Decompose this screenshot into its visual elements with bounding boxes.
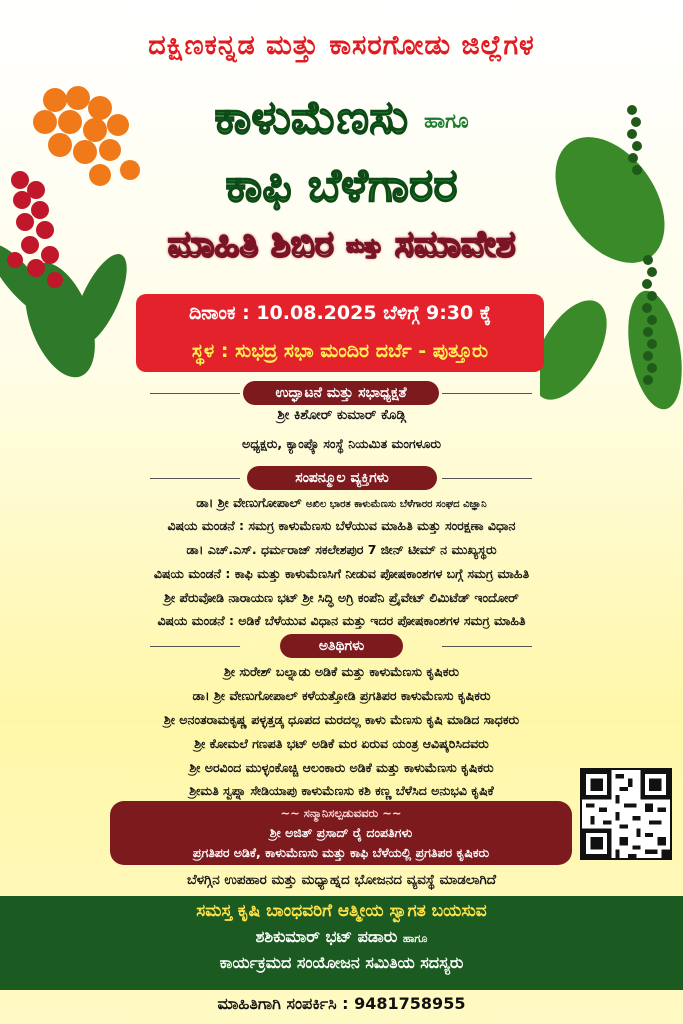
resource-line-1-name: ಡಾ। ಶ್ರೀ ವೇಣುಗೋಪಾಲ್: [196, 495, 302, 510]
event-title-b: ಸಮಾವೇಶ: [394, 224, 516, 265]
main-title-pepper: [0, 90, 683, 146]
guest-line-6: ಶ್ರೀಮತಿ ಸ್ವಪ್ನಾ ಸೇಡಿಯಾಪು ಕಾಳುಮೆಣಸು ಕಶಿ ಕಣ್ಣ ಬೆಳೆಸಿದ ಅನುಭವಿ ಕೃಷಿಕೆ: [189, 783, 494, 798]
divider: [150, 393, 240, 394]
guest-line-2: ಡಾ। ಶ್ರೀ ವೇಣುಗೋಪಾಲ್ ಕಳೆಯತ್ತೋಡಿ ಪ್ರಗತಿಪರ ಕಾಳುಮೆಣಸು ಕೃಷಿಕರು: [192, 688, 491, 703]
inaugurator-name: ಶ್ರೀ ಕಿಶೋರ್ ಕುಮಾರ್ ಕೊಡ್ಗಿ: [277, 407, 406, 423]
welcome-line-3: ಕಾರ್ಯಕ್ರಮದ ಸಂಯೋಜನ ಸಮಿತಿಯ ಸದಸ್ಯರು: [219, 953, 464, 972]
main-title-pepper-text: ಕಾಳುಮೆಣಸು: [214, 90, 409, 144]
guest-line-5: ಶ್ರೀ ಅರವಿಂದ ಮುಳ್ಳಂಕೊಚ್ಚಿ ಆಲಂಕಾರು ಅಡಿಕೆ ಮತ್ತು ಕಾಳುಮೆಣಸು ಕೃಷಿಕರು: [189, 760, 494, 775]
host-name: ಶಶಿಕುಮಾರ್ ಭಟ್ ಪಡಾರು: [255, 927, 398, 946]
district-title: ದಕ್ಷಿಣಕನ್ನಡ ಮತ್ತು ಕಾಸರಗೋಡು ಜಿಲ್ಲೆಗಳ: [148, 30, 535, 61]
guest-line-3: ಶ್ರೀ ಅನಂತರಾಮಕೃಷ್ಣ ಪಳ್ಳತ್ತಡ್ಕ ಧೂಪದ ಮರದಲ್ಲ ಕಾಳು ಮೆಣಸು ಕೃಷಿ ಮಾಡಿದ ಸಾಧಕರು: [163, 712, 520, 727]
food-arrangement: ಬೆಳಗ್ಗಿನ ಉಪಹಾರ ಮತ್ತು ಮಧ್ಯಾಹ್ನದ ಭೋಜನದ ವ್ಯವಸ್ಥೆ ಮಾಡಲಾಗಿದೆ: [186, 872, 497, 888]
honorees-box: [110, 801, 572, 865]
divider: [150, 646, 240, 647]
resource-line-3: ಡಾ। ಎಚ್.ಎಸ್. ಧರ್ಮರಾಜ್ ಸಕಲೇಶಪುರ 7 ಜೀನ್ ಟೀಮ್ ನ ಮುಖ್ಯಸ್ಥರು: [186, 542, 497, 557]
welcome-band: [0, 896, 683, 990]
resource-line-1: [0, 495, 683, 511]
main-title-and: ಹಾಗೂ: [424, 108, 469, 133]
divider: [442, 393, 532, 394]
qr-code[interactable]: [580, 768, 672, 860]
honoree-name: ಶ್ರೀ ಅಜಿತ್ ಪ್ರಸಾದ್ ರೈ ದಂಪತಿಗಳು: [269, 825, 413, 840]
resource-line-1-desc: ಅಖಿಲ ಭಾರತ ಕಾಳುಮೆಣಸು ಬೆಳೆಗಾರರ ಸಂಘದ ವಿಜ್ಞಾನಿ: [305, 499, 487, 510]
guest-line-4: ಶ್ರೀ ಕೋಮಲೆ ಗಣಪತಿ ಭಟ್ ಅಡಿಕೆ ಮರ ಏರುವ ಯಂತ್ರ ಆವಿಷ್ಕರಿಸಿದವರು: [194, 736, 489, 751]
event-title: [0, 224, 683, 266]
resource-line-5: ಶ್ರೀ ಪೆರುವೋಡಿ ನಾರಾಯಣ ಭಟ್ ಶ್ರೀ ಸಿದ್ಧಿ ಅಗ್ರಿ ಕಂಪೆನಿ ಪ್ರೈವೇಟ್ ಲಿಮಿಟೆಡ್ ಇಂದೋರ್: [164, 590, 519, 605]
inaugurator-desc: ಅಧ್ಯಕ್ಷರು, ಕ್ಯಾಂಪ್ಕೊ ಸಂಸ್ಥೆ ನಿಯಮಿತ ಮಂಗಳೂರು: [241, 436, 442, 451]
resource-persons-heading: ಸಂಪನ್ಮೂಲ ವ್ಯಕ್ತಿಗಳು: [247, 466, 437, 490]
venue-line: ಸ್ಥಳ : ಸುಭದ್ರ ಸಭಾ ಮಂದಿರ ದರ್ಬೆ - ಪುತ್ತೂರು: [191, 340, 489, 362]
inauguration-heading: ಉದ್ಘಾಟನೆ ಮತ್ತು ಸಭಾಧ್ಯಕ್ಷತೆ: [243, 381, 439, 405]
event-title-and: ಮತ್ತು: [346, 235, 383, 257]
divider: [150, 478, 240, 479]
honorees-heading: ~~ ಸನ್ಮಾನಿಸಲ್ಪಡುವವರು ~~: [280, 806, 402, 820]
divider: [442, 646, 532, 647]
contact-line[interactable]: ಮಾಹಿತಿಗಾಗಿ ಸಂಪರ್ಕಿಸಿ : 9481758955: [217, 994, 466, 1013]
honoree-desc: ಪ್ರಗತಿಪರ ಅಡಿಕೆ, ಕಾಳುಮೆಣಸು ಮತ್ತು ಕಾಫಿ ಬೆಳೆಯಲ್ಲಿ ಪ್ರಗತಿಪರ ಕೃಷಿಕರು: [192, 845, 490, 860]
welcome-line-1: ಸಮಸ್ತ ಕೃಷಿ ಬಾಂಧವರಿಗೆ ಆತ್ಮೀಯ ಸ್ವಾಗತ ಬಯಸುವ: [196, 901, 487, 921]
resource-line-2: ವಿಷಯ ಮಂಡನೆ : ಸಮಗ್ರ ಕಾಳುಮೆಣಸು ಬೆಳೆಯುವ ಮಾಹಿತಿ ಮತ್ತು ಸಂರಕ್ಷಣಾ ವಿಧಾನ: [167, 518, 516, 533]
resource-line-6: ವಿಷಯ ಮಂಡನೆ : ಅಡಿಕೆ ಬೆಳೆಯುವ ವಿಧಾನ ಮತ್ತು ಇದರ ಪೋಷಕಾಂಶಗಳ ಸಮಗ್ರ ಮಾಹಿತಿ: [157, 613, 526, 628]
welcome-line-2: [0, 921, 683, 947]
guests-heading: ಅತಿಥಿಗಳು: [280, 634, 403, 658]
divider: [442, 478, 532, 479]
date-venue-box: [136, 294, 544, 372]
guest-line-1: ಶ್ರೀ ಸುರೇಶ್ ಬಲ್ನಾಡು ಅಡಿಕೆ ಮತ್ತು ಕಾಳುಮೆಣಸು ಕೃಷಿಕರು: [224, 664, 459, 679]
main-title-coffee: ಕಾಫಿ ಬೆಳೆಗಾರರ: [225, 158, 458, 212]
event-title-a: ಮಾಹಿತಿ ಶಿಬಿರ: [167, 224, 334, 265]
date-line: ದಿನಾಂಕ : 10.08.2025 ಬೆಳಿಗ್ಗೆ 9:30 ಕ್ಕೆ: [189, 302, 491, 324]
resource-line-4: ವಿಷಯ ಮಂಡನೆ : ಕಾಫಿ ಮತ್ತು ಕಾಳುಮೆಣಸಿಗೆ ನೀಡುವ ಪೋಷಕಾಂಶಗಳ ಬಗ್ಗೆ ಸಮಗ್ರ ಮಾಹಿತಿ: [153, 566, 530, 581]
host-and: ಹಾಗೂ: [402, 932, 428, 945]
